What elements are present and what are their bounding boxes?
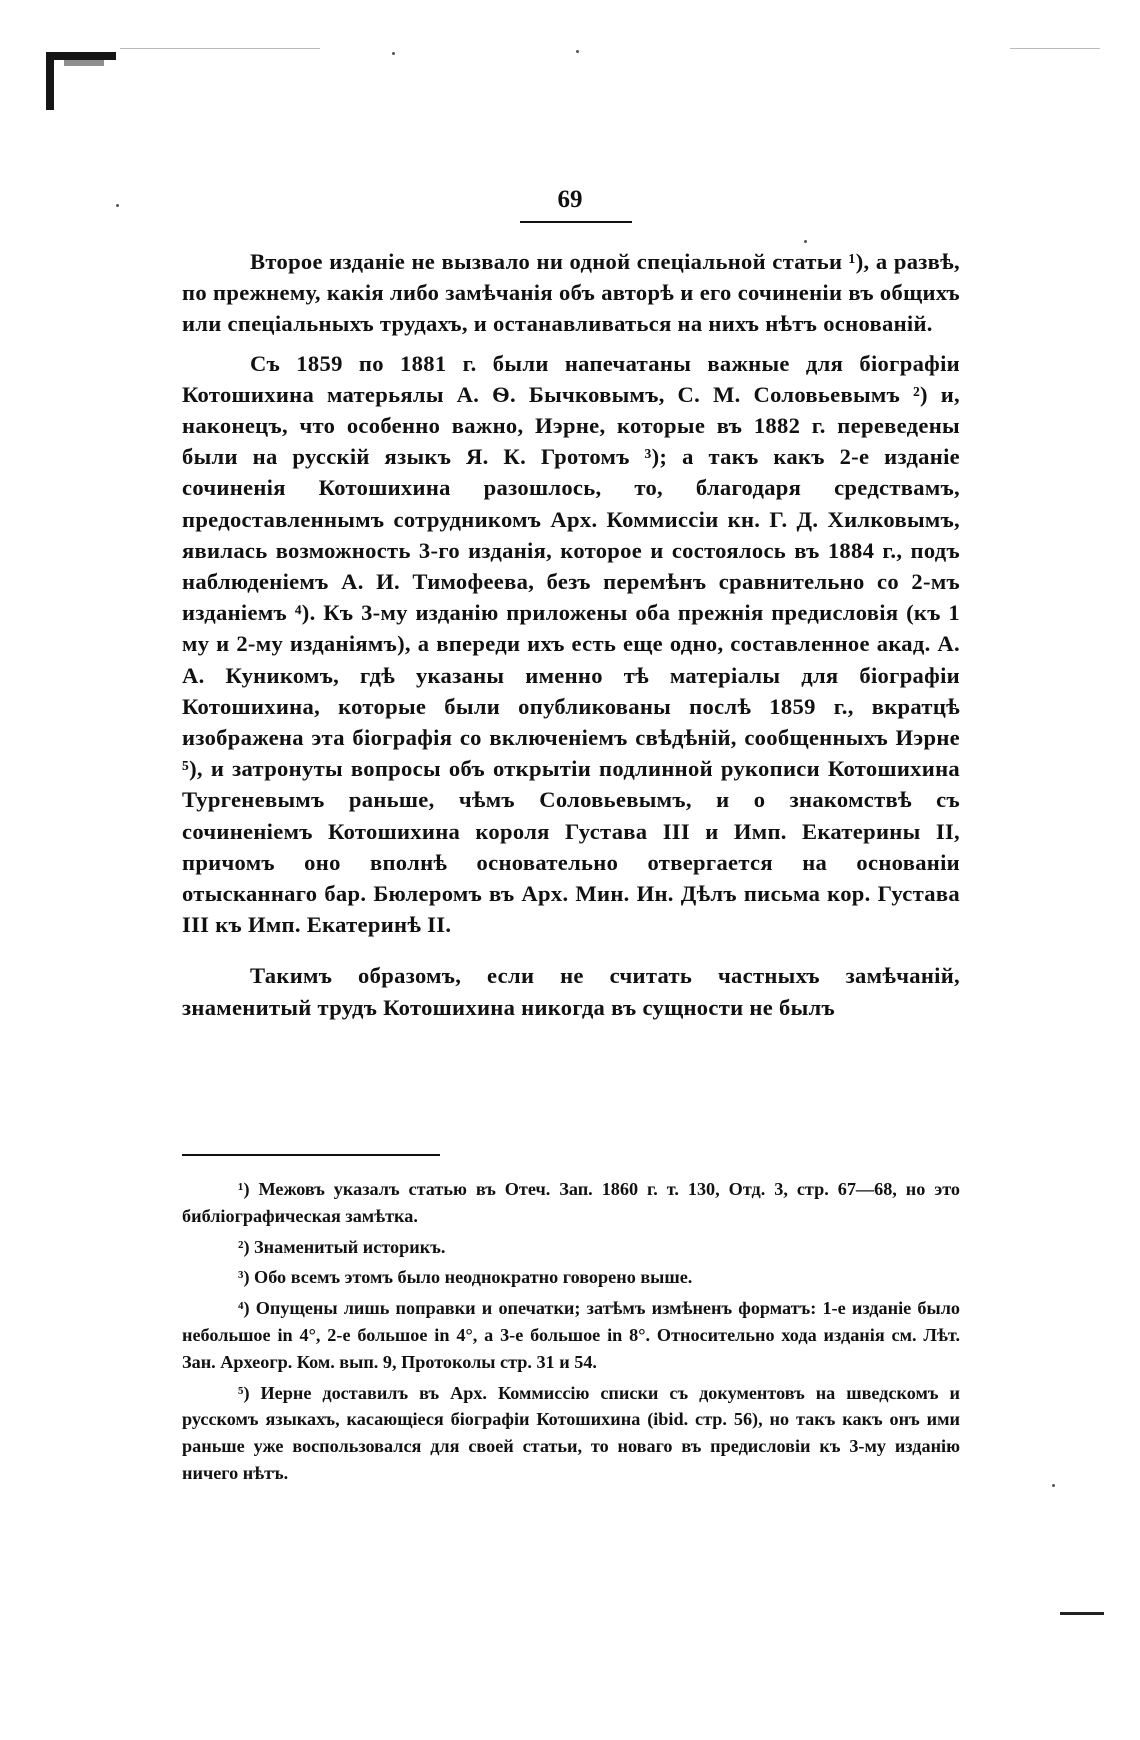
page-number: 69 bbox=[557, 186, 583, 213]
footnote-separator bbox=[182, 1154, 440, 1156]
scan-speck bbox=[64, 60, 104, 66]
scan-dot bbox=[804, 240, 807, 243]
scan-dot bbox=[116, 204, 119, 207]
page-number-rule bbox=[520, 221, 632, 223]
scan-dot bbox=[576, 50, 579, 53]
paragraph-2: Съ 1859 по 1881 г. были напечатаны важные для біографіи Котошихина матерьялы А. Ѳ. Бычковымъ, С. М. Соловьевымъ ²) и, наконецъ, что особенно важно, Иэрне, которые въ 1882 г. переведены были на русскій языкъ Я. К. Гротомъ ³); а такъ какъ 2-е изданіе сочиненія Котошихина разошлось, то, благодаря средствамъ, предоставленнымъ сотрудникомъ Арх. Коммиссіи кн. Г. Д. Хилковымъ, явилась возможность 3-го изданія, которое и состоялось въ 1884 г., подъ наблюденіемъ А. И. Тимофеева, безъ перемѣнъ сравнительно со 2-мъ изданіемъ ⁴). Къ 3-му изданію приложены оба прежнія предисловія (къ 1 му и 2-му изданіямъ), а впереди ихъ есть еще одно, составленное акад. А. А. Куникомъ, гдѣ указаны именно тѣ матеріалы для біографіи Котошихина, которые были опубликованы послѣ 1859 г., вкратцѣ изображена эта біографія со включеніемъ свѣдѣній, сообщенныхъ Иэрне ⁵), и затронуты вопросы объ открытіи подлинной рукописи Котошихина Тургеневымъ раньше, чѣмъ Соловьевымъ, и о знакомствѣ съ сочиненіемъ Котошихина короля Густава III и Имп. Екатерины II, причомъ оно вполнѣ основательно отвергается на основаніи отысканнаго бар. Бюлеромъ въ Арх. Мин. Ин. Дѣлъ письма кор. Густава III къ Имп. Екатеринѣ II. bbox=[182, 350, 960, 938]
footnote-4: ⁴) Опущены лишь поправки и опечатки; затѣмъ измѣненъ форматъ: 1-е изданіе было небольшое in 4°, 2-е большое in 4°, а 3-е большое in 8°. Относительно хода изданія см. Лѣт. Зан. Археогр. Ком. вып. 9, Протоколы стр. 31 и 54. bbox=[182, 1298, 960, 1372]
footnote-1: ¹) Межовъ указалъ статью въ Отеч. Зап. 1860 г. т. 130, Отд. 3, стр. 67—68, но это библіографическая замѣтка. bbox=[182, 1179, 960, 1226]
scan-edge-dash bbox=[1060, 1612, 1104, 1615]
footnotes bbox=[182, 1176, 960, 1491]
scan-corner-mark-vertical bbox=[46, 52, 54, 110]
body-text bbox=[182, 246, 960, 1023]
paragraph-1: Второе изданіе не вызвало ни одной спеціальной статьи ¹), а развѣ, по прежнему, какія либо замѣчанія объ авторѣ и его сочиненіи въ общихъ или спеціальныхъ трудахъ, и останавливаться на нихъ нѣтъ основаній. bbox=[182, 249, 960, 337]
scan-dot bbox=[1052, 1484, 1055, 1487]
paragraph-3: Такимъ образомъ, если не считать частныхъ замѣчаній, знаменитый трудъ Котошихина никогда въ сущности не былъ bbox=[182, 963, 960, 1020]
scan-corner-mark bbox=[46, 52, 116, 60]
scan-top-line-right bbox=[1010, 48, 1100, 49]
scan-top-line bbox=[120, 48, 320, 49]
scan-dot bbox=[392, 52, 395, 55]
footnote-2: ²) Знаменитый историкъ. bbox=[238, 1236, 446, 1257]
footnote-3: ³) Обо всемъ этомъ было неоднократно говорено выше. bbox=[238, 1267, 693, 1288]
footnote-5: ⁵) Иерне доставилъ въ Арх. Коммиссію списки съ документовъ на шведскомъ и русскомъ языкахъ, касающіеся біографіи Котошихина (ibid. стр. 56), но такъ какъ онъ ими раньше уже воспользовался для своей статьи, то новаго въ предисловіи къ 3-му изданію ничего нѣтъ. bbox=[182, 1382, 960, 1483]
